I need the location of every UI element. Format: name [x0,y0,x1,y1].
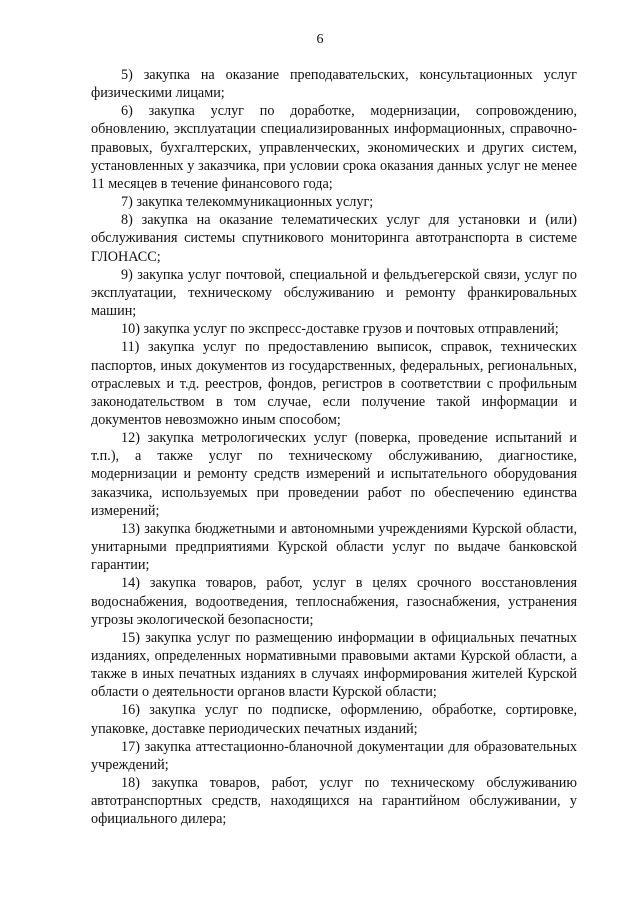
list-item-10: 10) закупка услуг по экспресс-доставке грузов и почтовых отправлений; [121,321,559,338]
list-item-7: 7) закупка телекоммуникационных услуг; [121,194,374,211]
document-body [91,66,577,829]
list-item-16: 16) закупка услуг по подписке, оформлению, обработке, сортировке, упаковке, доставке периодических печатных изданий; [91,702,577,737]
list-item-5: 5) закупка на оказание преподавательских, консультационных услуг физическими лицами; [91,67,577,102]
list-item-14: 14) закупка товаров, работ, услуг в целях срочного восстановления водоснабжения, водоотведения, теплоснабжения, газоснабжения, устранения угрозы экологической безопасности; [91,575,577,628]
list-item-18: 18) закупка товаров, работ, услуг по техническому обслуживанию автотранспортных средств, находящихся на гарантийном обслуживании, у официального дилера; [91,775,577,828]
list-item-6: 6) закупка услуг по доработке, модернизации, сопровождению, обновлению, эксплуатации специализированных информационных, справочно-правовых, бухгалтерских, управленческих, экономических и других систем, установленных у заказчика, при условии срока оказания данных услуг не менее 11 месяцев в течение финансового года; [91,103,577,192]
list-item-15: 15) закупка услуг по размещению информации в официальных печатных изданиях, определенных нормативными правовыми актами Курской области, а также в иных печатных изданиях в случаях информирования жителей Курской области о деятельности органов власти Курской области; [91,629,577,701]
list-item-17: 17) закупка аттестационно-бланочной документации для образовательных учреждений; [91,738,577,773]
list-item-9: 9) закупка услуг почтовой, специальной и фельдъегерской связи, услуг по эксплуатации, техническому обслуживанию и ремонту франкировальных машин; [91,266,577,320]
list-item-8: 8) закупка на оказание телематических услуг для установки и (или) обслуживания системы спутникового мониторинга автотранспорта в системе ГЛОНАСС; [91,212,577,265]
list-item-12: 12) закупка метрологических услуг (поверка, проведение испытаний и т.п.), а также услуг по техническому обслуживанию, диагностике, модернизации и ремонту средств измерений и испытательного оборудования заказчика, используемых при проведении работ по обеспечению единства измерений; [91,430,577,519]
list-item-11: 11) закупка услуг по предоставлению выписок, справок, технических паспортов, иных документов из государственных, федеральных, региональных, отраслевых и т.д. реестров, фондов, регистров в соответствии с профильным законодательством в том случае, если получение такой информации и документов невозможно иным способом; [91,339,577,428]
page-number: 6 [316,32,324,47]
list-item-13: 13) закупка бюджетными и автономными учреждениями Курской области, унитарными предприятиями Курской области услуг по выдаче банковской гарантии; [91,520,577,574]
